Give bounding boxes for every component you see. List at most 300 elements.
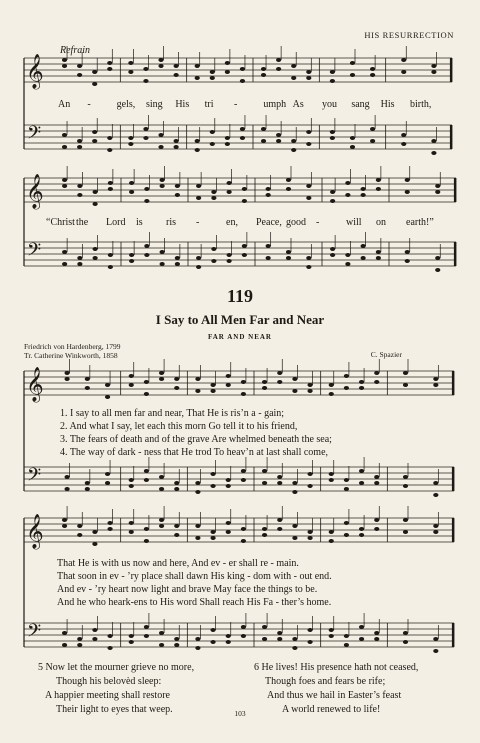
note-head [143, 136, 148, 140]
note-head [403, 475, 408, 479]
note-head [92, 637, 97, 641]
note-head [405, 250, 410, 254]
refrain-syllable: en, [226, 217, 238, 228]
note-head [276, 133, 281, 137]
refrain-syllable: As [292, 99, 304, 110]
note-head [403, 518, 408, 522]
hymn-title: I Say to All Men Far and Near [155, 312, 325, 327]
note-head [92, 130, 97, 134]
note-head [374, 518, 379, 522]
note-head [240, 67, 245, 71]
note-head [129, 484, 134, 488]
note-head [105, 481, 110, 485]
note-head [195, 139, 200, 143]
note-head [196, 265, 201, 269]
note-head [85, 481, 90, 485]
note-head [195, 637, 200, 641]
hymn-number: 119 [226, 286, 253, 306]
note-head [210, 383, 215, 387]
note-head [240, 127, 245, 131]
note-head [92, 542, 97, 546]
note-head [330, 190, 335, 194]
bass-clef-icon: 𝄢 [27, 621, 42, 646]
note-head [62, 262, 67, 266]
note-head [65, 487, 70, 491]
note-head [77, 262, 82, 266]
note-head [261, 73, 266, 77]
note-head [92, 82, 97, 86]
note-head [62, 58, 67, 62]
note-head [174, 386, 179, 390]
note-head [262, 469, 267, 473]
note-head [307, 484, 312, 488]
note-head [226, 374, 231, 378]
note-head [241, 527, 246, 531]
note-head [174, 524, 179, 528]
note-head [359, 481, 364, 485]
note-head [107, 61, 112, 65]
note-head [211, 190, 216, 194]
note-head [292, 481, 297, 485]
verse-6-line-1: 6 He lives! His presence hath not ceased, [254, 662, 419, 673]
note-head [195, 389, 200, 393]
note-head [242, 199, 247, 203]
note-head [93, 190, 98, 194]
note-head [330, 247, 335, 251]
note-head [175, 256, 180, 260]
note-head [210, 70, 215, 74]
note-head [350, 145, 355, 149]
note-head [175, 262, 180, 266]
refrain-syllable: His [175, 99, 190, 110]
note-head [143, 79, 148, 83]
note-head [240, 79, 245, 83]
note-head [277, 371, 282, 375]
note-head [431, 151, 436, 155]
note-head [374, 475, 379, 479]
note-head [144, 539, 149, 543]
note-head [107, 646, 112, 650]
note-head [175, 193, 180, 197]
note-head [359, 386, 364, 390]
bass-clef-icon: 𝄢 [27, 465, 42, 490]
refrain-syllable: birth, [410, 99, 432, 110]
note-head [85, 487, 90, 491]
note-head [93, 247, 98, 251]
refrain-syllable: “Christ [46, 217, 75, 228]
note-head [291, 139, 296, 143]
note-head [85, 377, 90, 381]
note-head [92, 70, 97, 74]
bass-clef-icon: 𝄢 [27, 123, 42, 148]
note-head [108, 265, 113, 269]
note-head [174, 637, 179, 641]
note-head [405, 259, 410, 263]
note-head [405, 190, 410, 194]
note-head [77, 64, 82, 68]
note-head [329, 530, 334, 534]
note-head [159, 377, 164, 381]
note-head [77, 73, 82, 77]
note-head [261, 139, 266, 143]
note-head [403, 640, 408, 644]
note-head [108, 253, 113, 257]
note-head [211, 196, 216, 200]
note-head [401, 70, 406, 74]
note-head [435, 268, 440, 272]
note-head [129, 478, 134, 482]
note-head [435, 190, 440, 194]
note-head [370, 127, 375, 131]
note-head [77, 637, 82, 641]
note-head [403, 631, 408, 635]
refrain-label: Refrain [60, 45, 90, 56]
note-head [143, 67, 148, 71]
note-head [307, 472, 312, 476]
note-head [226, 640, 231, 644]
note-head [405, 178, 410, 182]
note-head [344, 374, 349, 378]
note-head [210, 76, 215, 80]
note-head [262, 380, 267, 384]
note-head [160, 184, 165, 188]
note-head [93, 202, 98, 206]
note-head [227, 259, 232, 263]
note-head [210, 389, 215, 393]
note-head [195, 64, 200, 68]
note-head [107, 148, 112, 152]
note-head [330, 130, 335, 134]
note-head [286, 178, 291, 182]
note-head [291, 148, 296, 152]
composer-credit: C. Spazier [370, 350, 402, 359]
refrain-syllable: - [196, 217, 200, 228]
note-head [403, 371, 408, 375]
note-head [433, 493, 438, 497]
note-head [344, 643, 349, 647]
note-head [128, 142, 133, 146]
note-head [175, 184, 180, 188]
refrain-syllable: earth!” [406, 217, 434, 228]
note-head [291, 76, 296, 80]
note-head [210, 142, 215, 146]
note-head [226, 478, 231, 482]
refrain-syllable: - [234, 99, 238, 110]
note-head [262, 533, 267, 537]
note-head [277, 380, 282, 384]
note-head [286, 250, 291, 254]
note-head [144, 478, 149, 482]
note-head [128, 70, 133, 74]
verse-6-line-4: A world renewed to life! [282, 704, 381, 715]
refrain-syllable: - [316, 217, 320, 228]
note-head [361, 187, 366, 191]
note-head [241, 478, 246, 482]
note-head [307, 383, 312, 387]
stanza-4-line-a: 4. The way of dark - ness that He trod To heav’n at last shall come, [60, 447, 329, 458]
note-head [276, 139, 281, 143]
note-head [77, 139, 82, 143]
note-head [370, 139, 375, 143]
note-head [211, 259, 216, 263]
note-head [431, 139, 436, 143]
note-head [195, 524, 200, 528]
refrain-syllable: - [87, 99, 91, 110]
note-head [195, 76, 200, 80]
note-head [210, 472, 215, 476]
note-head [129, 253, 134, 257]
stanza-2-line-b: That soon in ev - ’ry place shall dawn His king - dom with - out end. [57, 571, 332, 582]
note-head [108, 187, 113, 191]
note-head [306, 256, 311, 260]
note-head [174, 487, 179, 491]
note-head [306, 265, 311, 269]
note-head [144, 634, 149, 638]
note-head [195, 536, 200, 540]
note-head [195, 377, 200, 381]
note-head [307, 640, 312, 644]
note-head [359, 637, 364, 641]
note-head [159, 518, 164, 522]
note-head [329, 628, 334, 632]
note-head [307, 389, 312, 393]
note-head [344, 521, 349, 525]
note-head [292, 389, 297, 393]
note-head [345, 181, 350, 185]
note-head [225, 70, 230, 74]
note-head [174, 73, 179, 77]
note-head [65, 475, 70, 479]
note-head [374, 380, 379, 384]
note-head [262, 527, 267, 531]
note-head [226, 383, 231, 387]
note-head [77, 184, 82, 188]
note-head [292, 637, 297, 641]
note-head [435, 184, 440, 188]
note-head [277, 527, 282, 531]
treble-clef-icon: 𝄞 [26, 174, 44, 209]
refrain-syllable: good [286, 217, 306, 228]
note-head [227, 181, 232, 185]
treble-clef-icon: 𝄞 [26, 367, 44, 402]
note-head [159, 631, 164, 635]
note-head [144, 527, 149, 531]
treble-clef-icon: 𝄞 [26, 514, 44, 549]
note-head [241, 469, 246, 473]
note-head [291, 64, 296, 68]
note-head [435, 256, 440, 260]
stanza-4-line-b: And he who heark-ens to His word Shall reach His Fa - ther’s home. [57, 597, 332, 608]
note-head [225, 136, 230, 140]
note-head [262, 637, 267, 641]
note-head [227, 190, 232, 194]
note-head [401, 142, 406, 146]
note-head [374, 527, 379, 531]
note-head [210, 130, 215, 134]
note-head [277, 518, 282, 522]
note-head [144, 392, 149, 396]
note-head [144, 199, 149, 203]
note-head [431, 64, 436, 68]
note-head [92, 530, 97, 534]
note-head [77, 256, 82, 260]
note-head [62, 643, 67, 647]
note-head [344, 478, 349, 482]
note-head [196, 196, 201, 200]
note-head [210, 640, 215, 644]
note-head [344, 386, 349, 390]
note-head [241, 380, 246, 384]
note-head [370, 73, 375, 77]
note-head [242, 244, 247, 248]
note-head [160, 250, 165, 254]
note-head [129, 181, 134, 185]
note-head [62, 518, 67, 522]
translator-credit: Tr. Catherine Winkworth, 1858 [24, 351, 118, 360]
note-head [261, 127, 266, 131]
refrain-syllable: will [346, 217, 362, 228]
note-head [160, 178, 165, 182]
note-head [159, 371, 164, 375]
note-head [277, 631, 282, 635]
note-head [129, 530, 134, 534]
note-head [374, 631, 379, 635]
note-head [329, 383, 334, 387]
note-head [292, 536, 297, 540]
note-head [306, 196, 311, 200]
note-head [210, 484, 215, 488]
note-head [77, 524, 82, 528]
note-head [62, 631, 67, 635]
note-head [77, 145, 82, 149]
note-head [433, 530, 438, 534]
note-head [359, 527, 364, 531]
note-head [330, 70, 335, 74]
note-head [329, 478, 334, 482]
note-head [359, 533, 364, 537]
verse-5-line-1: 5 Now let the mourner grieve no more, [38, 662, 195, 673]
note-head [350, 73, 355, 77]
note-head [107, 136, 112, 140]
verse-5-line-4: Their light to eyes that weep. [56, 704, 173, 715]
note-head [403, 530, 408, 534]
note-head [226, 484, 231, 488]
note-head [359, 380, 364, 384]
note-head [62, 178, 67, 182]
note-head [361, 193, 366, 197]
note-head [129, 634, 134, 638]
note-head [433, 377, 438, 381]
note-head [107, 634, 112, 638]
note-head [105, 383, 110, 387]
note-head [262, 481, 267, 485]
note-head [345, 253, 350, 257]
note-head [403, 383, 408, 387]
note-head [376, 250, 381, 254]
note-head [77, 193, 82, 197]
note-head [277, 481, 282, 485]
note-head [107, 67, 112, 71]
note-head [174, 64, 179, 68]
note-head [158, 64, 163, 68]
tune-name: FAR AND NEAR [208, 333, 272, 341]
note-head [306, 130, 311, 134]
note-head [261, 67, 266, 71]
note-head [345, 262, 350, 266]
running-head: HIS RESURRECTION [364, 30, 454, 40]
refrain-syllable: ris [166, 217, 176, 228]
note-head [62, 64, 67, 68]
note-head [211, 247, 216, 251]
note-head [174, 145, 179, 149]
note-head [433, 481, 438, 485]
refrain-syllable: is [136, 217, 143, 228]
note-head [266, 187, 271, 191]
note-head [129, 374, 134, 378]
note-head [210, 536, 215, 540]
note-head [227, 253, 232, 257]
note-head [85, 386, 90, 390]
note-head [225, 61, 230, 65]
note-head [266, 256, 271, 260]
note-head [329, 472, 334, 476]
note-head [292, 646, 297, 650]
note-head [195, 481, 200, 485]
note-head [350, 61, 355, 65]
note-head [195, 646, 200, 650]
note-head [241, 539, 246, 543]
note-head [242, 187, 247, 191]
note-head [129, 190, 134, 194]
note-head [433, 524, 438, 528]
treble-clef-icon: 𝄞 [26, 54, 44, 89]
refrain-syllable: His [380, 99, 395, 110]
note-head [307, 530, 312, 534]
verse-5-line-2: Though his belovèd sleep: [56, 676, 162, 687]
note-head [92, 628, 97, 632]
author-credit: Friedrich von Hardenberg, 1799 [24, 342, 121, 351]
refrain-syllable: Lord [106, 217, 126, 228]
note-head [329, 634, 334, 638]
note-head [306, 142, 311, 146]
note-head [92, 139, 97, 143]
note-head [62, 250, 67, 254]
bass-clef-icon: 𝄢 [27, 240, 42, 265]
note-head [306, 76, 311, 80]
note-head [107, 527, 112, 531]
note-head [65, 377, 70, 381]
note-head [226, 634, 231, 638]
note-head [266, 193, 271, 197]
note-head [359, 469, 364, 473]
note-head [370, 67, 375, 71]
note-head [226, 530, 231, 534]
refrain-syllable: on [376, 217, 386, 228]
note-head [376, 178, 381, 182]
note-head [159, 524, 164, 528]
stanza-3-line-a: 3. The fears of death and of the grave Are whelmed beneath the sea; [60, 434, 332, 445]
note-head [62, 184, 67, 188]
note-head [158, 145, 163, 149]
note-head [129, 383, 134, 387]
note-head [77, 643, 82, 647]
note-head [277, 637, 282, 641]
note-head [158, 58, 163, 62]
note-head [174, 139, 179, 143]
note-head [307, 628, 312, 632]
note-head [128, 136, 133, 140]
note-head [196, 256, 201, 260]
